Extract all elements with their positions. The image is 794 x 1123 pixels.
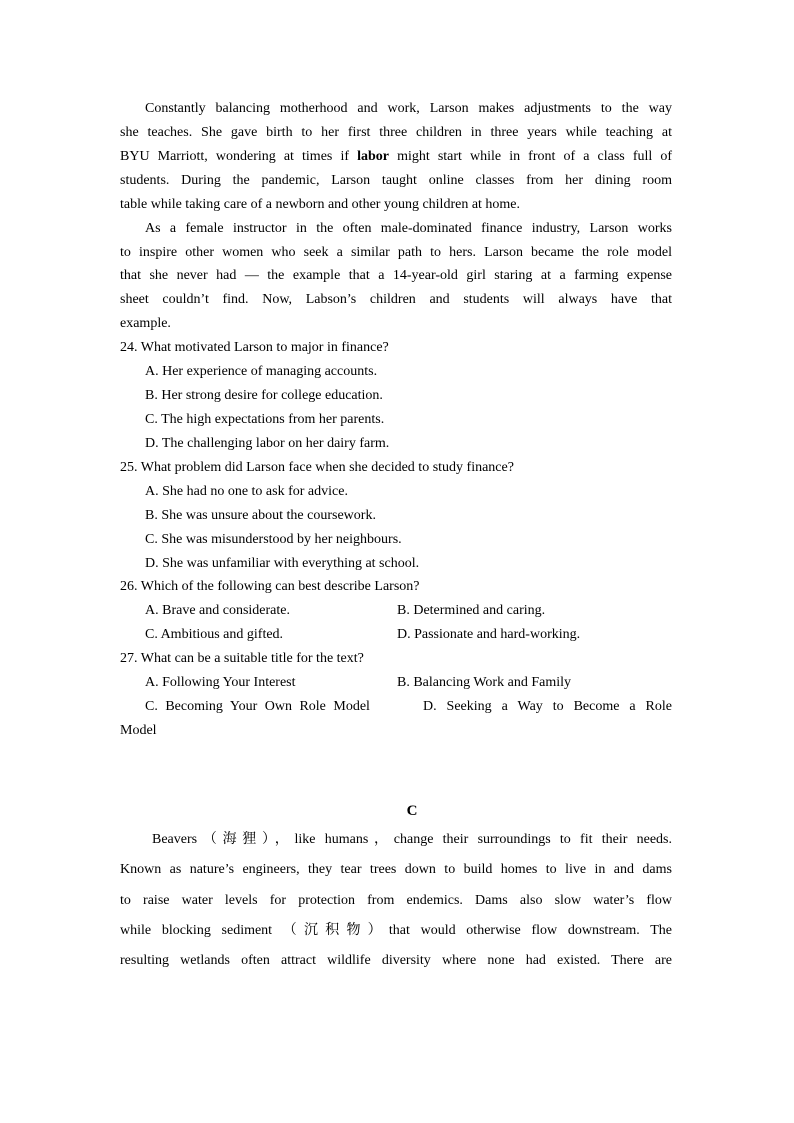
- text-line: As a female instructor in the often male-dominated finance industry, Larson works: [145, 220, 672, 236]
- text-line: Constantly balancing motherhood and work, Larson makes adjustments to the way: [145, 101, 672, 116]
- option-d: D. Passionate and hard-working.: [397, 627, 581, 643]
- section-heading: C: [406, 803, 418, 819]
- text-line: while blocking sediment （沉积物）that would otherwise flow downstream. The: [120, 922, 672, 938]
- option-d: D. She was unfamiliar with everything at school.: [145, 555, 420, 571]
- text-line: she teaches. She gave birth to her first three children in three years while teaching at: [120, 124, 672, 140]
- question-27: [120, 647, 672, 743]
- paragraph-1: [120, 97, 672, 217]
- question-24: [120, 336, 672, 456]
- option-a: A. Her experience of managing accounts.: [145, 364, 378, 380]
- option-b: B. She was unsure about the coursework.: [145, 507, 376, 523]
- passage-b: [120, 97, 672, 743]
- option-row-c-d: [120, 623, 672, 647]
- text-line: Beavers（海狸），like humans，change their surroundings to fit their needs.: [152, 832, 672, 847]
- question-stem: 24. What motivated Larson to major in finance?: [120, 340, 389, 356]
- text-segment: BYU Marriott, wondering at times if: [120, 148, 349, 164]
- text-line: sheet couldn’t find. Now, Labson’s children and students will always have that: [120, 292, 672, 308]
- text-segment: might start while in front of a class full of: [397, 148, 673, 164]
- option-row-a-b: [120, 599, 672, 623]
- option-row-c-d: [120, 695, 672, 743]
- text-line: example.: [120, 316, 171, 332]
- option-a: A. Following Your Interest: [145, 675, 296, 691]
- text-line: [120, 145, 672, 169]
- option-c: C. The high expectations from her parents.: [145, 411, 385, 427]
- option-c: C. Ambitious and gifted.: [145, 627, 284, 643]
- question-stem: 27. What can be a suitable title for the text?: [120, 651, 364, 667]
- text-line: to raise water levels for protection from endemics. Dams also slow water’s flow: [120, 892, 672, 908]
- text-line: that she never had — the example that a 14-year-old girl staring at a farming expense: [120, 268, 672, 284]
- option-d: D. Seeking a Way to Become a Role Model: [120, 699, 672, 738]
- bold-keyword: labor: [357, 148, 389, 164]
- text-line: resulting wetlands often attract wildlife diversity where none had existed. There are: [120, 953, 672, 968]
- question-25: [120, 456, 672, 576]
- text-line: to inspire other women who seek a similar path to hers. Larson became the role model: [120, 244, 672, 260]
- option-c: C. Becoming Your Own Role Model: [145, 699, 370, 715]
- option-a: A. She had no one to ask for advice.: [145, 483, 348, 499]
- question-stem: 26. Which of the following can best describe Larson?: [120, 579, 420, 595]
- option-a: A. Brave and considerate.: [145, 603, 290, 619]
- option-b: B. Determined and caring.: [397, 603, 546, 619]
- option-c: C. She was misunderstood by her neighbours.: [145, 531, 402, 547]
- option-b: B. Balancing Work and Family: [397, 675, 571, 691]
- option-d: D. The challenging labor on her dairy farm.: [145, 435, 390, 451]
- question-26: [120, 575, 672, 647]
- text-line: students. During the pandemic, Larson taught online classes from her dining room: [120, 172, 672, 188]
- option-row-a-b: [120, 671, 672, 695]
- text-line: Known as nature’s engineers, they tear trees down to build homes to live in and dams: [120, 862, 672, 878]
- paragraph-2: [120, 217, 672, 337]
- option-b: B. Her strong desire for college education.: [145, 388, 383, 404]
- text-line: table while taking care of a newborn and other young children at home.: [120, 196, 521, 212]
- question-stem: 25. What problem did Larson face when she decided to study finance?: [120, 459, 514, 475]
- passage-c: [120, 825, 672, 976]
